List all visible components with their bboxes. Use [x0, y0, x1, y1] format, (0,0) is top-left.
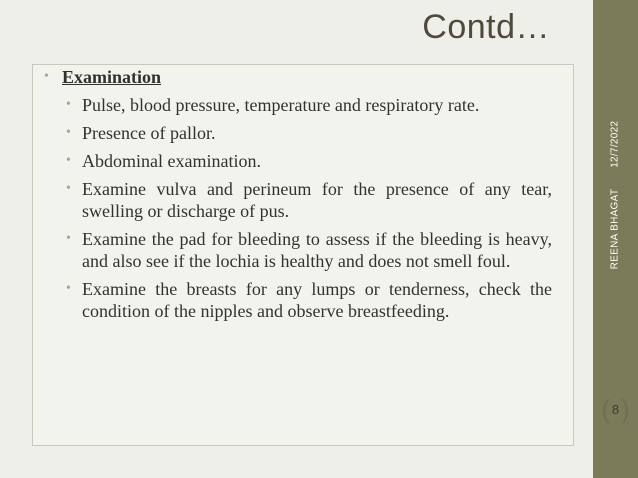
page-number-badge	[593, 392, 638, 426]
page-number: 8	[611, 401, 620, 417]
list-item-text: Examine vulva and perineum for the presence of any tear, swelling or discharge of pus.	[82, 179, 552, 221]
bullet-dot-icon: •	[66, 125, 71, 140]
content-list	[44, 66, 552, 328]
list-item	[66, 94, 552, 116]
bullet-dot-icon: •	[66, 181, 71, 196]
list-item	[66, 122, 552, 144]
footer-vertical	[610, 121, 621, 270]
section-heading: Examination	[62, 67, 162, 87]
list-item-text: Pulse, blood pressure, temperature and respiratory rate.	[82, 95, 480, 115]
right-bracket-icon: )	[621, 394, 630, 424]
list-item-text: Examine the pad for bleeding to assess if the bleeding is heavy, and also see if the lochia is healthy and does not smell foul.	[82, 229, 552, 271]
bullet-dot-icon: •	[66, 153, 71, 168]
list-item	[66, 178, 552, 222]
list-item-text: Presence of pallor.	[82, 123, 216, 143]
list-item-text: Abdominal examination.	[82, 151, 261, 171]
bullet-dot-icon: •	[66, 97, 71, 112]
list-item	[66, 228, 552, 272]
slide-date: 12/7/2022	[609, 120, 621, 168]
bullet-dot-icon: •	[66, 231, 71, 246]
slide-title: Contd…	[422, 8, 550, 46]
left-bracket-icon: (	[601, 394, 610, 424]
bullet-dot-icon: •	[44, 69, 49, 84]
bullet-dot-icon: •	[66, 281, 71, 296]
list-item-text: Examine the breasts for any lumps or tenderness, check the condition of the nipples and observe breastfeeding.	[82, 279, 552, 321]
author-name: REENA BHAGAT	[609, 188, 621, 270]
list-item	[66, 150, 552, 172]
list-item	[66, 278, 552, 322]
section-heading-row	[44, 66, 552, 88]
